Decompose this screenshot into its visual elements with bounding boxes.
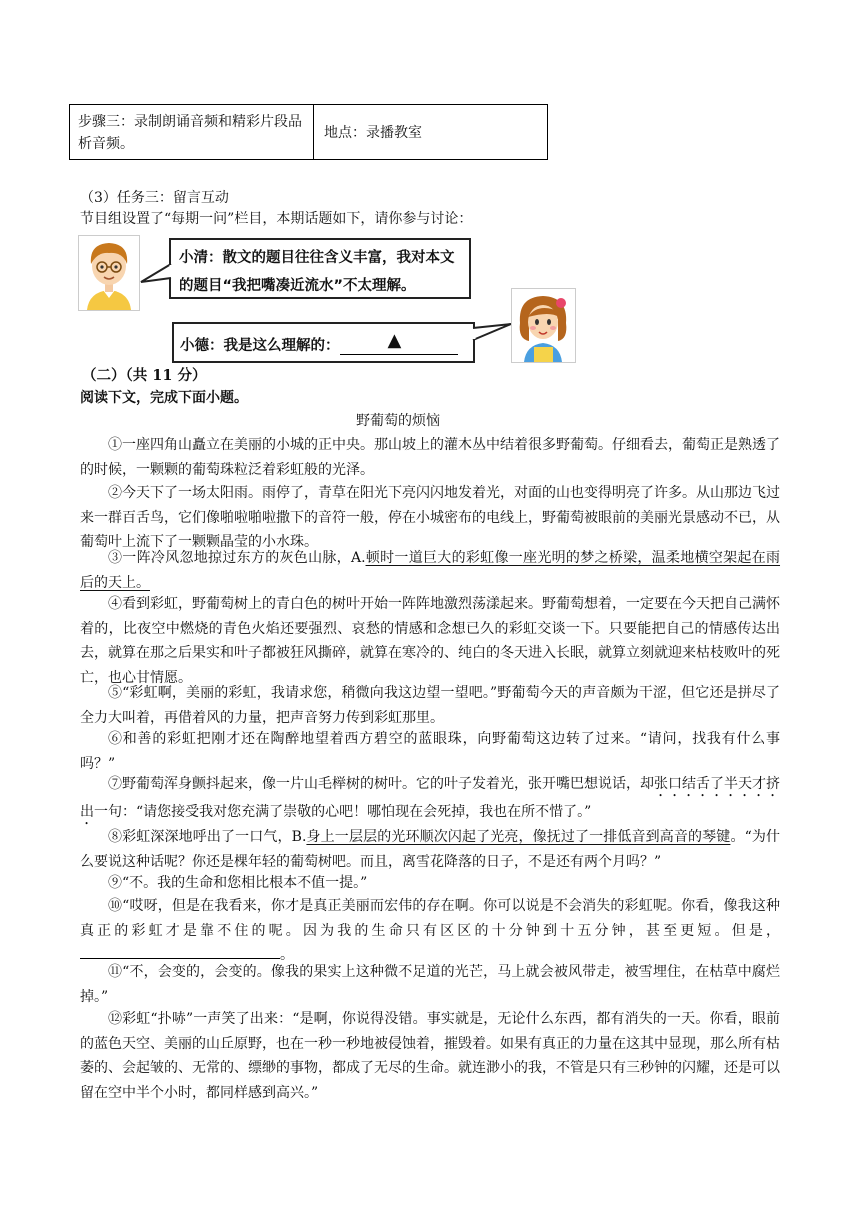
- task3-heading: （3）任务三：留言互动: [80, 190, 229, 206]
- paragraph-7-lead: ⑦野葡萄浑身颤抖起来，像一片山毛榉树的树叶。它的叶子发着光，张开嘴巴想说话，却: [108, 776, 654, 792]
- paragraph-10-text: ⑩“哎呀，但是在我看来，你才是真正美丽而宏伟的存在啊。你可以说是不会消失的彩虹呢。你看，像我这种真正的彩虹才是靠不住的呢。因为我的生命只有区区的十分钟到十五分钟，甚至更短。但是，: [80, 898, 780, 939]
- answer-blank[interactable]: [340, 330, 458, 355]
- boy-icon: [79, 236, 139, 310]
- paragraph-6: ⑥和善的彩虹把刚才还在陶醉地望着西方碧空的蓝眼珠，向野葡萄这边转了过来。“请问，找我有什么事吗？”: [80, 731, 780, 772]
- bubble-tail-right-icon: [471, 322, 515, 346]
- boy-avatar: [78, 235, 140, 311]
- paragraph-7-rest: 一句：“请您接受我对您充满了崇敬的心吧！哪怕现在会死掉，我也在所不惜了。”: [94, 804, 592, 820]
- triangle-icon: ▲: [387, 330, 402, 351]
- section2-heading: （二）（共 11 分）: [82, 367, 207, 384]
- sentence-b-underlined: 身上一层层的光环顺次闪起了光亮，像抚过了一排低音到高音的琴键: [306, 829, 731, 845]
- girl-avatar: [511, 288, 576, 363]
- paragraph-9: ⑨“不。我的生命和您相比根本不值一提。”: [108, 875, 368, 891]
- paragraph-1: ①一座四角山矗立在美丽的小城的正中央。那山坡上的灌木丛中结着很多野葡萄。仔细看去，葡萄正是熟透了的时候，一颗颗的葡萄珠粒泛着彩虹般的光泽。: [80, 437, 780, 478]
- section2-instruction: 阅读下文，完成下面小题。: [80, 390, 248, 406]
- sentence-a-underlined: 顿时一道巨大的彩虹像一座光明的梦之桥梁，温柔地横空架起在雨后的天上。: [80, 550, 781, 591]
- paragraph-7: [80, 772, 780, 828]
- table-cell-step3: 步骤三：录制朗诵音频和精彩片段品析音频。: [70, 105, 314, 159]
- paragraph-2: ②今天下了一场太阳雨。雨停了，青草在阳光下亮闪闪地发着光，对面的山也变得明亮了许多。从山那边飞过来一群百舌鸟，它们像啪啦啪啦撒下的音符一般，停在小城密布的电线上，野葡萄被眼前的美丽光景感动不已，从葡萄叶上流下了一颗颗晶莹的小水珠。: [80, 485, 780, 550]
- dotted-phrase-a: 张口结舌了: [654, 776, 724, 792]
- xiaoqing-line-1: 小清：散文的题目往往含义丰富，我对本文: [179, 250, 455, 266]
- xiaode-speech-bubble: [172, 322, 475, 363]
- paragraph-10: [80, 894, 780, 968]
- girl-icon: [512, 289, 575, 362]
- dotted-phrase-b: 半天才挤出: [80, 776, 780, 820]
- xiaode-label: 小德：我是这么理解的：: [180, 338, 340, 354]
- paragraph-8-lead: ⑧彩虹深深地呼出了一口气，B.: [108, 829, 307, 845]
- task-table: [69, 104, 548, 160]
- paragraph-4: ④看到彩虹，野葡萄树上的青白色的树叶开始一阵阵地激烈荡漾起来。野葡萄想着，一定要在今天把自己满怀着的，比夜空中燃烧的青色火焰还要强烈、哀愁的情感和念想已久的彩虹交谈一下。只要能把自己的情感传达出去，就算在那之后果实和叶子都被狂风撕碎，就算在寒冷的、纯白的冬天进入长眠，就算立刻就迎来枯枝败叶的死亡，也心甘情愿。: [80, 596, 780, 686]
- article-title: 野葡萄的烦恼: [356, 413, 440, 429]
- xiaoqing-line-2: 的题目“我把嘴凑近流水”不太理解。: [179, 278, 416, 294]
- paragraph-8-rest: 。“为什么要说这种话呢？你还是棵年轻的葡萄树吧。而且，离雪花降落的日子，不是还有两个月吗？”: [80, 829, 780, 870]
- paragraph-3: [80, 546, 780, 595]
- paragraph-10-end: 。: [280, 947, 294, 963]
- paragraph-3-lead: ③一阵冷风忽地掠过东方的灰色山脉，A.: [108, 550, 366, 566]
- table-cell-location: 地点：录播教室: [324, 125, 422, 141]
- bubble-tail-left-icon: [139, 262, 173, 286]
- task3-intro: 节目组设置了“每期一问”栏目，本期话题如下，请你参与讨论：: [80, 211, 473, 227]
- paragraph-5: ⑤“彩虹啊，美丽的彩虹，我请求您，稍微向我这边望一望吧。”野葡萄今天的声音颇为干涩，但它还是拼尽了全力大叫着，再借着风的力量，把声音努力传到彩虹那里。: [80, 685, 780, 726]
- xiaoqing-speech-bubble: [169, 238, 471, 299]
- paragraph-12: ⑫彩虹“扑哧”一声笑了出来：“是啊，你说得没错。事实就是，无论什么东西，都有消失的一天。你看，眼前的蓝色天空、美丽的山丘原野，也在一秒一秒地被侵蚀着，摧毁着。如果有真正的力量在这其中显现，那么所有枯萎的、会起皱的、无常的、缥缈的事物，都成了无尽的生命。就连渺小的我，不管是只有三秒钟的闪耀，还是可以留在空中半个小时，都同样感到高兴。”: [80, 1011, 780, 1101]
- paragraph-10-blank[interactable]: [80, 944, 280, 959]
- paragraph-11: ⑪“不，会变的，会变的。像我的果实上这种微不足道的光芒，马上就会被风带走，被雪埋住，在枯草中腐烂掉。”: [80, 964, 780, 1005]
- paragraph-8: [80, 825, 780, 874]
